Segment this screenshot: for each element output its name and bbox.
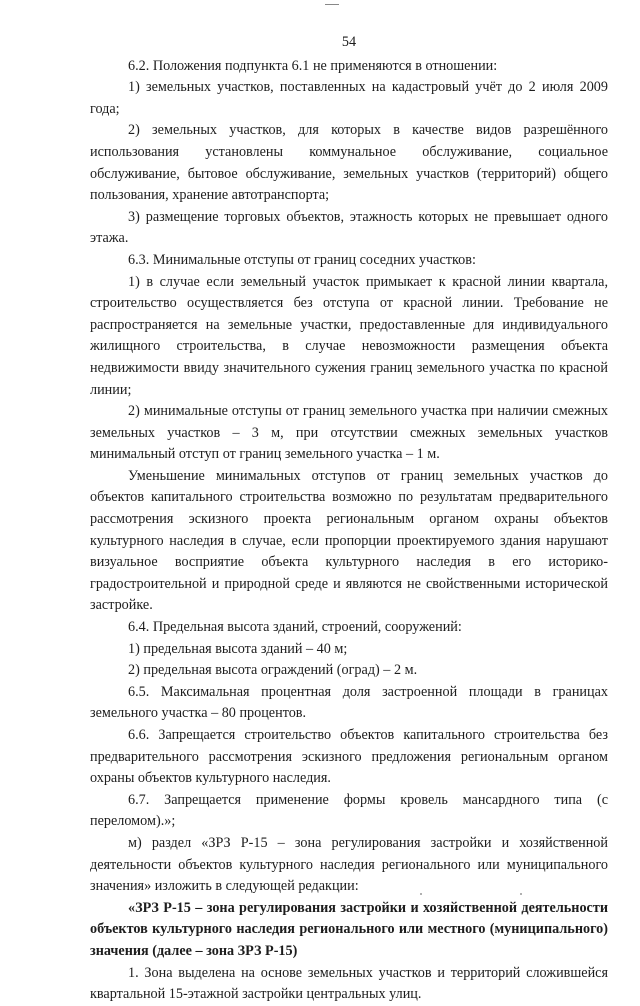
scan-mark: [325, 4, 339, 5]
paragraph: 2) минимальные отступы от границ земельного участка при наличии смежных земельных участков – 3 м, при отсутствии смежных земельных участков минимальный отступ от границ земельного участка – 1 м.: [90, 403, 608, 463]
paragraph: 1) предельная высота зданий – 40 м;: [128, 640, 348, 657]
paragraph: 6.4. Предельная высота зданий, строений, сооружений:: [128, 619, 462, 636]
paragraph: 6.7. Запрещается применение формы кровель мансардного типа (с переломом).»;: [90, 791, 608, 830]
scan-speck: [520, 893, 522, 895]
paragraph: 6.6. Запрещается строительство объектов капитального строительства без предварительного рассмотрения эскизного предложения региональным органом охраны объектов культурного наследия.: [90, 727, 608, 787]
paragraph: 1. Зона выделена на основе земельных участков и территорий сложившейся квартальной 15-этажной застройки центральных улиц.: [90, 964, 608, 1003]
document-body: [90, 56, 608, 1006]
paragraph: 2) предельная высота ограждений (оград) – 2 м.: [128, 662, 418, 679]
paragraph: 2) земельных участков, для которых в качестве видов разрешённого использования установлены коммунальное обслуживание, социальное обслуживание, бытовое обслуживание, земельных участков (территорий) общего пользования, хранение автотранспорта;: [90, 122, 608, 204]
paragraph: 6.2. Положения подпункта 6.1 не применяются в отношении:: [128, 57, 498, 74]
section-heading: «ЗРЗ Р-15 – зона регулирования застройки и хозяйственной деятельности объектов культурного наследия регионального или местного (муниципального) значения (далее – зона ЗРЗ Р-15): [90, 899, 608, 959]
paragraph: Уменьшение минимальных отступов от границ земельных участков до объектов капитального строительства возможно по результатам предварительного рассмотрения эскизного проекта региональным органом охраны объектов культурного наследия в случае, если пропорции проектируемого здания нарушают визуальное восприятие объекта культурного наследия в его историко-градостроительной и природной среде и являются не свойственными исторической застройке.: [90, 467, 608, 614]
paragraph: 1) в случае если земельный участок примыкает к красной линии квартала, строительство осуществляется без отступа от красной линии. Требование не распространяется на земельные участки, предоставленные для индивидуального жилищного строительства, в случае невозможности размещения объекта недвижимости ввиду значительного сужения границ земельного участка по красной линии;: [90, 273, 608, 398]
paragraph: 6.5. Максимальная процентная доля застроенной площади в границах земельного участка – 80 процентов.: [90, 683, 608, 722]
paragraph: 6.3. Минимальные отступы от границ соседних участков:: [128, 251, 476, 268]
paragraph: м) раздел «ЗРЗ Р-15 – зона регулирования застройки и хозяйственной деятельности объектов культурного наследия регионального или муниципального значения» изложить в следующей редакции:: [90, 834, 608, 895]
scan-speck: [420, 893, 422, 895]
page-number: 54: [341, 34, 357, 50]
paragraph: 3) размещение торговых объектов, этажность которых не превышает одного этажа.: [90, 208, 608, 247]
paragraph: 1) земельных участков, поставленных на кадастровый учёт до 2 июля 2009 года;: [90, 79, 608, 117]
